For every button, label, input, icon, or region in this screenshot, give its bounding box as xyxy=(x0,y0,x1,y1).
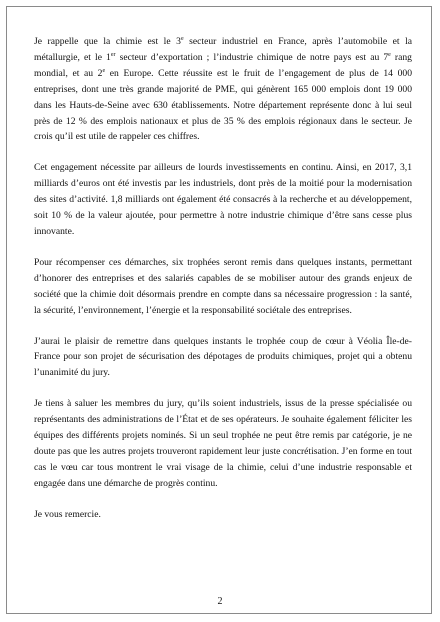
paragraph-jury-thanks: Je tiens à saluer les membres du jury, qu’ils soient industriels, issus de la presse spécialisée ou représentants des administrations de l’État et de ses opérateurs. Je souhaite également féliciter les équipes des différents projets nominés. Si un seul trophée ne peut être remis par catégorie, je ne doute pas que les autres projets trouveront rapidement leur juste concrétisation. J’en forme en tout cas le vœu car tous montrent le vrai visage de la chimie, celui d’une industrie responsable et engagée dans une démarche de progrès continu. xyxy=(34,398,412,489)
page-number: 2 xyxy=(217,596,223,607)
ordinal-superscript: er xyxy=(110,51,116,58)
document-body xyxy=(34,34,412,523)
paragraph-chemical-sector xyxy=(34,34,412,145)
paragraph-trophies: Pour récompenser ces démarches, six trophées seront remis dans quelques instants, permettant d’honorer des entreprises et des salariés capables de se mobiliser autour des grands enjeux de société que la chimie doit désormais prendre en compte dans sa nécessaire progression : la santé, la sécurité, l’environnement, l’énergie et la responsabilité sociétale des entreprises. xyxy=(34,256,412,316)
ordinal-superscript: e xyxy=(180,36,184,42)
paragraph-closing: Je vous remercie. xyxy=(34,508,101,520)
text-run: secteur d’exportation ; l’industrie chimique de notre pays est au 7 xyxy=(115,51,389,63)
paragraph-veolia-award: J’aurai le plaisir de remettre dans quelques instants le trophée coup de cœur à Véolia Île-de-France pour son projet de sécurisation des dépotages de produits chimiques, projet qui a obtenu l’unanimité du jury. xyxy=(34,335,412,379)
text-run: Je rappelle que la chimie est le 3 xyxy=(34,36,181,47)
ordinal-superscript: e xyxy=(102,67,106,74)
text-run: en Europe. Cette réussite est le fruit de l’engagement de plus de 14 000 entreprises, dont une très grande majorité de PME, qui génèrent 165 000 emplois dont 19 000 dans les Hauts-de-Seine avec 630 établissements. Notre département représente donc à lui seul près de 12 % des emplois nationaux et plus de 35 % des emplois régionaux dans le secteur. Je crois qu’il est utile de rappeler ces chiffres. xyxy=(34,67,412,143)
text-run: secteur industriel en France, après l’automobile et la métallurgie, et le 1 xyxy=(34,36,413,63)
paragraph-investments: Cet engagement nécessite par ailleurs de lourds investissements en continu. Ainsi, en 2017, 3,1 milliards d’euros ont été investis par les industriels, dont près de la moitié pour la modernisation des sites d’activité. 1,8 milliards ont également été consacrés à la recherche et au développement, soit 10 % de la valeur ajoutée, pour permettre à notre industrie chimique d’être sans cesse plus innovante. xyxy=(34,162,412,237)
text-run: rang mondial, et au 2 xyxy=(34,51,412,79)
ordinal-superscript: e xyxy=(388,51,391,58)
